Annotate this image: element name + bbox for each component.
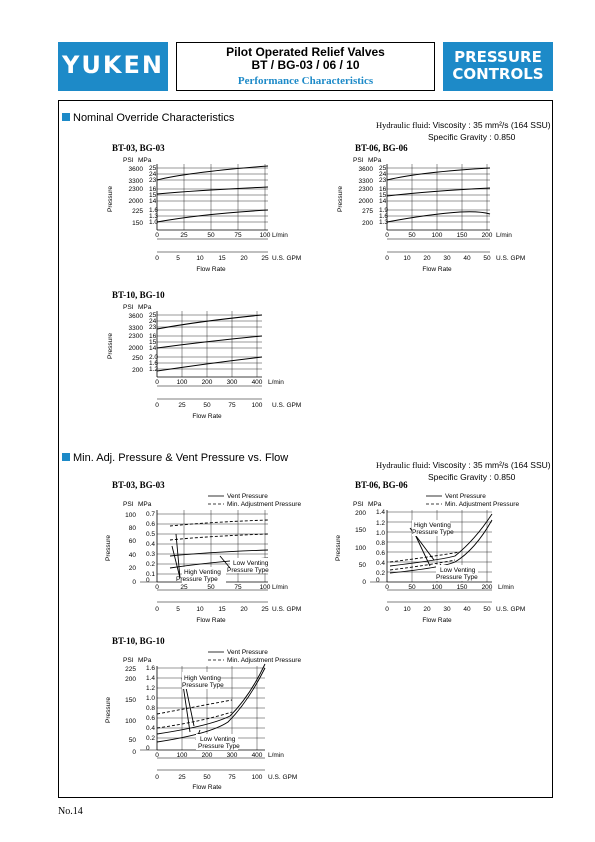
category-line-1: PRESSURE: [454, 48, 542, 66]
mpa-tick: 1.6: [149, 360, 159, 367]
mpa-tick: 0.2: [376, 570, 386, 577]
annotation-low: Low Venting: [440, 567, 476, 574]
minadj-chart-03: [100, 490, 340, 625]
x-axis-label: Flow Rate: [422, 617, 452, 624]
gpm-unit: U.S. GPM: [496, 255, 526, 262]
legend-minadj: Min. Adjustment Pressure: [445, 501, 520, 508]
lmin-unit: L/min: [268, 752, 284, 759]
gpm-tick: 25: [261, 606, 269, 613]
mpa-tick: 14: [149, 345, 157, 352]
mpa-tick: 1.6: [379, 213, 389, 220]
psi-tick: 100: [125, 512, 136, 519]
chart-title-oc06: BT-06, BG-06: [355, 143, 408, 153]
gpm-tick: 20: [240, 255, 248, 262]
psi-tick: 150: [355, 527, 366, 534]
mpa-tick: 0.8: [376, 540, 386, 547]
legend-vent: Vent Pressure: [227, 649, 268, 656]
lmin-tick: 300: [226, 379, 238, 386]
chart-title-ma06: BT-06, BG-06: [355, 480, 408, 490]
psi-tick: 0: [132, 579, 136, 586]
psi-tick: 100: [355, 545, 366, 552]
annotation-low: Low Venting: [233, 560, 269, 567]
override-chart-06: [330, 154, 545, 274]
chart-title-oc03: BT-03, BG-03: [112, 143, 165, 153]
lmin-tick: 0: [385, 584, 389, 591]
psi-tick: 275: [362, 208, 373, 215]
mpa-tick: 0.6: [376, 550, 386, 557]
mpa-tick: 0.4: [376, 560, 386, 567]
mpa-tick: 1.3: [149, 213, 159, 220]
mpa-tick: 0.2: [146, 735, 156, 742]
gpm-tick: 20: [423, 606, 431, 613]
mpa-tick: 24: [379, 171, 387, 178]
mpa-label: MPa: [138, 157, 152, 164]
mpa-tick: 0.1: [146, 571, 156, 578]
lmin-tick: 50: [408, 584, 416, 591]
psi-label: PSI: [123, 657, 134, 664]
mpa-label: MPa: [368, 157, 382, 164]
lmin-tick: 50: [207, 232, 215, 239]
lmin-tick: 50: [207, 584, 215, 591]
gpm-tick: 50: [483, 255, 491, 262]
model-title: BT / BG-03 / 06 / 10: [251, 58, 360, 72]
psi-tick: 50: [358, 562, 366, 569]
fluid-spec-2: [376, 460, 551, 482]
lmin-tick: 300: [226, 752, 238, 759]
section-heading-override: [62, 112, 234, 124]
gpm-tick: 75: [228, 774, 236, 781]
mpa-label: MPa: [138, 657, 152, 664]
annotation-high-type: Pressure Type: [182, 682, 224, 689]
y-axis-label: Pressure: [107, 332, 114, 360]
mpa-tick: 1.9: [379, 207, 389, 214]
mpa-tick: 0: [146, 745, 150, 752]
lmin-tick: 25: [180, 584, 188, 591]
mpa-tick: 23: [379, 177, 387, 184]
psi-tick: 2300: [358, 186, 373, 193]
section-heading-text: Nominal Override Characteristics: [73, 112, 235, 124]
viscosity-text: Viscosity : 35 mm²/s (164 SSU): [432, 120, 551, 130]
gpm-unit: U.S. GPM: [268, 774, 298, 781]
psi-tick: 200: [125, 676, 136, 683]
mpa-tick: 15: [149, 339, 157, 346]
gpm-tick: 0: [385, 606, 389, 613]
annotation-low-type: Pressure Type: [227, 567, 269, 574]
psi-tick: 225: [132, 208, 143, 215]
annotation-high: High Venting: [414, 522, 451, 529]
mpa-tick: 2.0: [149, 354, 159, 361]
psi-tick: 3600: [128, 166, 143, 173]
lmin-tick: 200: [481, 584, 493, 591]
lmin-tick: 400: [251, 379, 263, 386]
page-title: Pilot Operated Relief Valves: [226, 45, 385, 59]
mpa-tick: 1.4: [376, 509, 386, 516]
lmin-tick: 200: [201, 752, 213, 759]
gpm-tick: 40: [463, 606, 471, 613]
lmin-tick: 0: [155, 232, 159, 239]
fluid-spec-1: [376, 120, 551, 142]
yuken-logo: [58, 42, 168, 91]
y-axis-label: Pressure: [335, 534, 342, 562]
gpm-tick: 25: [178, 402, 186, 409]
gpm-tick: 100: [251, 402, 263, 409]
lmin-unit: L/min: [498, 584, 514, 591]
annotation-low-type: Pressure Type: [198, 743, 240, 750]
mpa-tick: 1.0: [149, 219, 159, 226]
gpm-unit: U.S. GPM: [272, 255, 302, 262]
lmin-tick: 100: [431, 232, 443, 239]
psi-tick: 0: [362, 579, 366, 586]
annotation-high-type: Pressure Type: [176, 576, 218, 583]
psi-tick: 60: [128, 538, 136, 545]
lmin-tick: 200: [201, 379, 213, 386]
annotation-high: High Venting: [184, 569, 221, 576]
gpm-tick: 30: [443, 606, 451, 613]
gravity-text: Specific Gravity : 0.850: [428, 472, 516, 482]
gpm-tick: 10: [196, 606, 204, 613]
psi-tick: 200: [362, 220, 373, 227]
page-subtitle: Performance Characteristics: [237, 75, 374, 87]
lmin-tick: 100: [259, 584, 271, 591]
gpm-tick: 0: [155, 255, 159, 262]
override-chart-10: [100, 301, 315, 421]
gpm-tick: 25: [261, 255, 269, 262]
psi-tick: 2000: [128, 198, 143, 205]
gpm-tick: 30: [443, 255, 451, 262]
psi-tick: 2000: [358, 198, 373, 205]
mpa-tick: 0.4: [146, 541, 156, 548]
psi-tick: 20: [128, 565, 136, 572]
lmin-tick: 200: [481, 232, 493, 239]
psi-tick: 3600: [358, 166, 373, 173]
annotation-high: High Venting: [184, 675, 221, 682]
chart-title-ma03: BT-03, BG-03: [112, 480, 165, 490]
psi-label: PSI: [123, 304, 134, 311]
mpa-label: MPa: [368, 501, 382, 508]
logo-text: YUKEN: [62, 51, 164, 79]
section-heading-text: Min. Adj. Pressure & Vent Pressure vs. Flow: [73, 452, 289, 464]
psi-label: PSI: [123, 157, 134, 164]
viscosity-text: Viscosity : 35 mm²/s (164 SSU): [432, 460, 551, 470]
psi-label: PSI: [353, 157, 364, 164]
mpa-tick: 0: [376, 577, 380, 584]
mpa-tick: 25: [149, 312, 157, 319]
annotation-low-type: Pressure Type: [436, 574, 478, 581]
category-line-2: CONTROLS: [452, 65, 544, 83]
y-axis-label: Pressure: [105, 696, 112, 724]
mpa-tick: 23: [149, 177, 157, 184]
lmin-tick: 150: [456, 584, 468, 591]
category-badge: [443, 42, 553, 91]
lmin-tick: 75: [234, 232, 242, 239]
x-axis-label: Flow Rate: [196, 617, 226, 624]
lmin-unit: L/min: [272, 232, 288, 239]
y-axis-label: Pressure: [337, 185, 344, 213]
minadj-chart-10: [100, 646, 340, 791]
gpm-tick: 0: [385, 255, 389, 262]
override-chart-03: [100, 154, 315, 274]
y-axis-label: Pressure: [107, 185, 114, 213]
legend-vent: Vent Pressure: [227, 493, 268, 500]
legend-minadj: Min. Adjustment Pressure: [227, 657, 302, 664]
mpa-tick: 1.2: [376, 520, 386, 527]
mpa-tick: 0.7: [146, 511, 156, 518]
mpa-tick: 16: [149, 333, 157, 340]
mpa-tick: 1.6: [149, 207, 159, 214]
psi-tick: 150: [125, 697, 136, 704]
mpa-tick: 0.4: [146, 725, 156, 732]
x-axis-label: Flow Rate: [192, 413, 222, 420]
mpa-tick: 0.8: [146, 705, 156, 712]
mpa-label: MPa: [138, 304, 152, 311]
gpm-tick: 100: [251, 774, 263, 781]
lmin-tick: 100: [176, 752, 188, 759]
fluid-label: Hydraulic fluid:: [376, 460, 431, 470]
mpa-tick: 1.2: [146, 685, 156, 692]
mpa-tick: 0.6: [146, 521, 156, 528]
minadj-chart-06: [330, 490, 550, 625]
mpa-tick: 1.4: [146, 675, 156, 682]
legend-vent: Vent Pressure: [445, 493, 486, 500]
mpa-tick: 1.0: [146, 695, 156, 702]
psi-label: PSI: [353, 501, 364, 508]
lmin-unit: L/min: [268, 379, 284, 386]
lmin-tick: 0: [155, 584, 159, 591]
gpm-tick: 50: [203, 774, 211, 781]
psi-tick: 100: [125, 718, 136, 725]
mpa-tick: 0.2: [146, 561, 156, 568]
psi-tick: 200: [355, 510, 366, 517]
psi-tick: 3600: [128, 313, 143, 320]
gpm-unit: U.S. GPM: [496, 606, 526, 613]
legend-minadj: Min. Adjustment Pressure: [227, 501, 302, 508]
psi-tick: 3300: [128, 178, 143, 185]
psi-tick: 2000: [128, 345, 143, 352]
x-axis-label: Flow Rate: [192, 784, 222, 791]
mpa-tick: 0.6: [146, 715, 156, 722]
psi-tick: 80: [128, 525, 136, 532]
lmin-tick: 100: [176, 379, 188, 386]
lmin-unit: L/min: [272, 584, 288, 591]
gpm-tick: 5: [176, 606, 180, 613]
lmin-tick: 50: [408, 232, 416, 239]
annotation-low: Low Venting: [200, 736, 236, 743]
gpm-tick: 0: [155, 606, 159, 613]
psi-tick: 2300: [128, 186, 143, 193]
chart-title-ma10: BT-10, BG-10: [112, 636, 165, 646]
gpm-tick: 15: [218, 255, 226, 262]
mpa-tick: 14: [379, 198, 387, 205]
gpm-tick: 0: [155, 774, 159, 781]
mpa-tick: 24: [149, 171, 157, 178]
psi-tick: 225: [125, 666, 136, 673]
mpa-tick: 15: [149, 192, 157, 199]
mpa-tick: 0.5: [146, 531, 156, 538]
x-axis-label: Flow Rate: [422, 266, 452, 273]
section-bullet-icon: [62, 453, 70, 461]
mpa-tick: 1.0: [376, 530, 386, 537]
annotation-high-type: Pressure Type: [412, 529, 454, 536]
mpa-label: MPa: [138, 501, 152, 508]
lmin-tick: 0: [385, 232, 389, 239]
mpa-tick: 16: [379, 186, 387, 193]
gpm-tick: 20: [240, 606, 248, 613]
page-number: No.14: [58, 806, 83, 817]
mpa-tick: 1.6: [146, 665, 156, 672]
psi-tick: 2300: [128, 333, 143, 340]
mpa-tick: 25: [149, 165, 157, 172]
gpm-tick: 50: [483, 606, 491, 613]
lmin-tick: 0: [155, 752, 159, 759]
mpa-tick: 1.2: [149, 366, 159, 373]
mpa-tick: 23: [149, 324, 157, 331]
y-axis-label: Pressure: [105, 534, 112, 562]
psi-tick: 3300: [128, 325, 143, 332]
lmin-tick: 150: [456, 232, 468, 239]
psi-tick: 3300: [358, 178, 373, 185]
lmin-tick: 100: [259, 232, 271, 239]
lmin-tick: 0: [155, 379, 159, 386]
lmin-tick: 25: [180, 232, 188, 239]
gpm-tick: 40: [463, 255, 471, 262]
psi-tick: 200: [132, 367, 143, 374]
gpm-tick: 10: [403, 255, 411, 262]
gpm-tick: 75: [228, 402, 236, 409]
mpa-tick: 0: [146, 577, 150, 584]
mpa-tick: 24: [149, 318, 157, 325]
gpm-tick: 20: [423, 255, 431, 262]
lmin-tick: 100: [431, 584, 443, 591]
psi-tick: 250: [132, 355, 143, 362]
psi-tick: 50: [128, 737, 136, 744]
title-box: [176, 42, 435, 91]
mpa-tick: 16: [149, 186, 157, 193]
lmin-tick: 75: [234, 584, 242, 591]
lmin-tick: 400: [251, 752, 263, 759]
gpm-tick: 15: [218, 606, 226, 613]
gpm-tick: 0: [155, 402, 159, 409]
psi-tick: 150: [132, 220, 143, 227]
mpa-tick: 15: [379, 192, 387, 199]
gpm-tick: 50: [203, 402, 211, 409]
mpa-tick: 25: [379, 165, 387, 172]
gpm-unit: U.S. GPM: [272, 606, 302, 613]
gpm-tick: 25: [178, 774, 186, 781]
gravity-text: Specific Gravity : 0.850: [428, 132, 516, 142]
fluid-label: Hydraulic fluid:: [376, 120, 431, 130]
gpm-unit: U.S. GPM: [272, 402, 302, 409]
gpm-tick: 10: [403, 606, 411, 613]
lmin-unit: L/min: [496, 232, 512, 239]
psi-tick: 40: [128, 552, 136, 559]
chart-title-oc10: BT-10, BG-10: [112, 290, 165, 300]
psi-label: PSI: [123, 501, 134, 508]
mpa-tick: 14: [149, 198, 157, 205]
gpm-tick: 10: [196, 255, 204, 262]
section-heading-minadj: [62, 452, 288, 464]
psi-tick: 0: [132, 749, 136, 756]
mpa-tick: 0.3: [146, 551, 156, 558]
gpm-tick: 5: [176, 255, 180, 262]
x-axis-label: Flow Rate: [196, 266, 226, 273]
section-bullet-icon: [62, 113, 70, 121]
mpa-tick: 1.3: [379, 219, 389, 226]
